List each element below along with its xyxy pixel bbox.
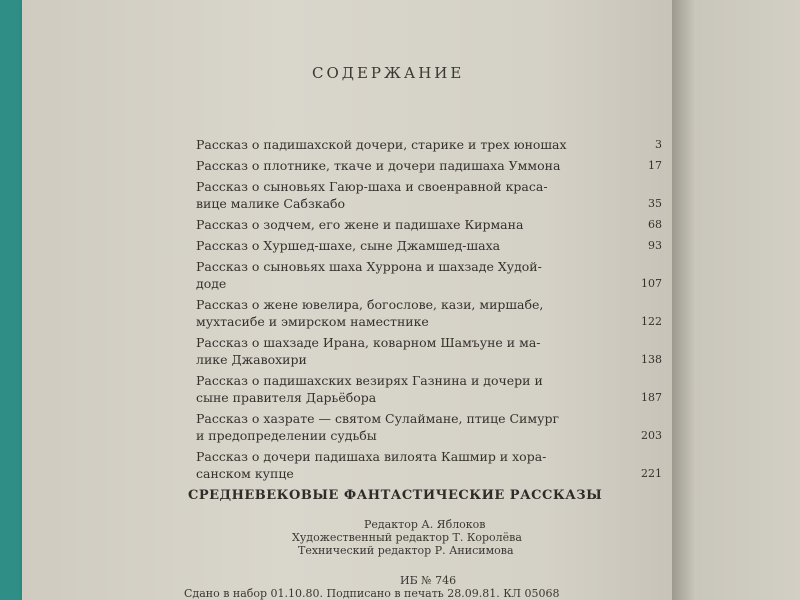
credit-tech-editor: Технический редактор Р. Анисимова (298, 544, 514, 557)
toc-entry (196, 258, 662, 292)
toc-page-number: 187 (641, 391, 662, 404)
toc-entry (196, 296, 662, 330)
toc-entry-title-line: Рассказ о хазрате — святом Сулаймане, птице Симург (196, 411, 560, 426)
toc-page-number: 122 (641, 315, 662, 328)
toc-entry-title-line: Рассказ о жене ювелира, богослове, кази, миршабе, (196, 297, 544, 312)
toc-entry-title-line: Рассказ о зодчем, его жене и падишахе Кирмана (196, 217, 524, 232)
credit-art-editor: Художественный редактор Т. Королёва (292, 531, 522, 544)
toc-entry-title-line: Рассказ о падишахской дочери, старике и трех юношах (196, 137, 567, 152)
toc-entry-title-line: доде (196, 276, 227, 291)
toc-entry (196, 178, 662, 212)
toc-entry-title-line: Рассказ о шахзаде Ирана, коварном Шамъуне и ма- (196, 335, 541, 350)
section-title: СРЕДНЕВЕКОВЫЕ ФАНТАСТИЧЕСКИЕ РАССКАЗЫ (188, 488, 603, 503)
ib-number: ИБ № 746 (400, 574, 457, 587)
toc-entry-title-line: Рассказ о Хуршед-шахе, сыне Джамшед-шаха (196, 238, 501, 253)
toc-entry-title-line: и предопределении судьбы (196, 428, 377, 443)
toc-entry (196, 216, 662, 233)
toc-entry (196, 448, 662, 482)
toc-entry-title-line: Рассказ о падишахских везирях Газнина и дочери и (196, 373, 543, 388)
adjacent-page (672, 0, 800, 600)
toc-entry (196, 410, 662, 444)
toc-entry-title-line: Рассказ о сыновьях шаха Хуррона и шахзаде Худой- (196, 259, 542, 274)
toc-page-number: 68 (648, 218, 662, 231)
toc-page-number: 3 (655, 138, 662, 151)
toc-page-number: 203 (641, 429, 662, 442)
toc-entry (196, 334, 662, 368)
toc-page-number: 35 (648, 197, 662, 210)
toc-entry-title-line: Рассказ о плотнике, ткаче и дочери падишаха Уммона (196, 158, 561, 173)
toc-page-number: 93 (648, 239, 662, 252)
toc-entry-title-line: мухтасибе и эмирском наместнике (196, 314, 429, 329)
table-of-contents (196, 136, 662, 486)
toc-entry-title-line: санском купце (196, 466, 294, 481)
toc-entry-title-line: лике Джавохири (196, 352, 307, 367)
toc-page-number: 107 (641, 277, 662, 290)
contents-heading: СОДЕРЖАНИЕ (312, 64, 465, 82)
toc-entry (196, 372, 662, 406)
toc-entry (196, 136, 662, 153)
toc-entry-title-line: вице малике Сабзкабо (196, 196, 346, 211)
credits (292, 518, 522, 557)
toc-entry (196, 237, 662, 254)
toc-entry-title-line: Рассказ о сыновьях Гаюр-шаха и своенравной краса- (196, 179, 548, 194)
toc-entry (196, 157, 662, 174)
imprint-line: Сдано в набор 01.10.80. Подписано в печать 28.09.81. КЛ 05068 (184, 587, 560, 600)
toc-entry-title-line: Рассказ о дочери падишаха вилоята Кашмир и хора- (196, 449, 547, 464)
credit-editor: Редактор А. Яблоков (364, 518, 486, 531)
toc-entry-title-line: сыне правителя Дарьёбора (196, 390, 377, 405)
toc-page-number: 221 (641, 467, 662, 480)
toc-page-number: 17 (648, 159, 662, 172)
toc-page-number: 138 (641, 353, 662, 366)
